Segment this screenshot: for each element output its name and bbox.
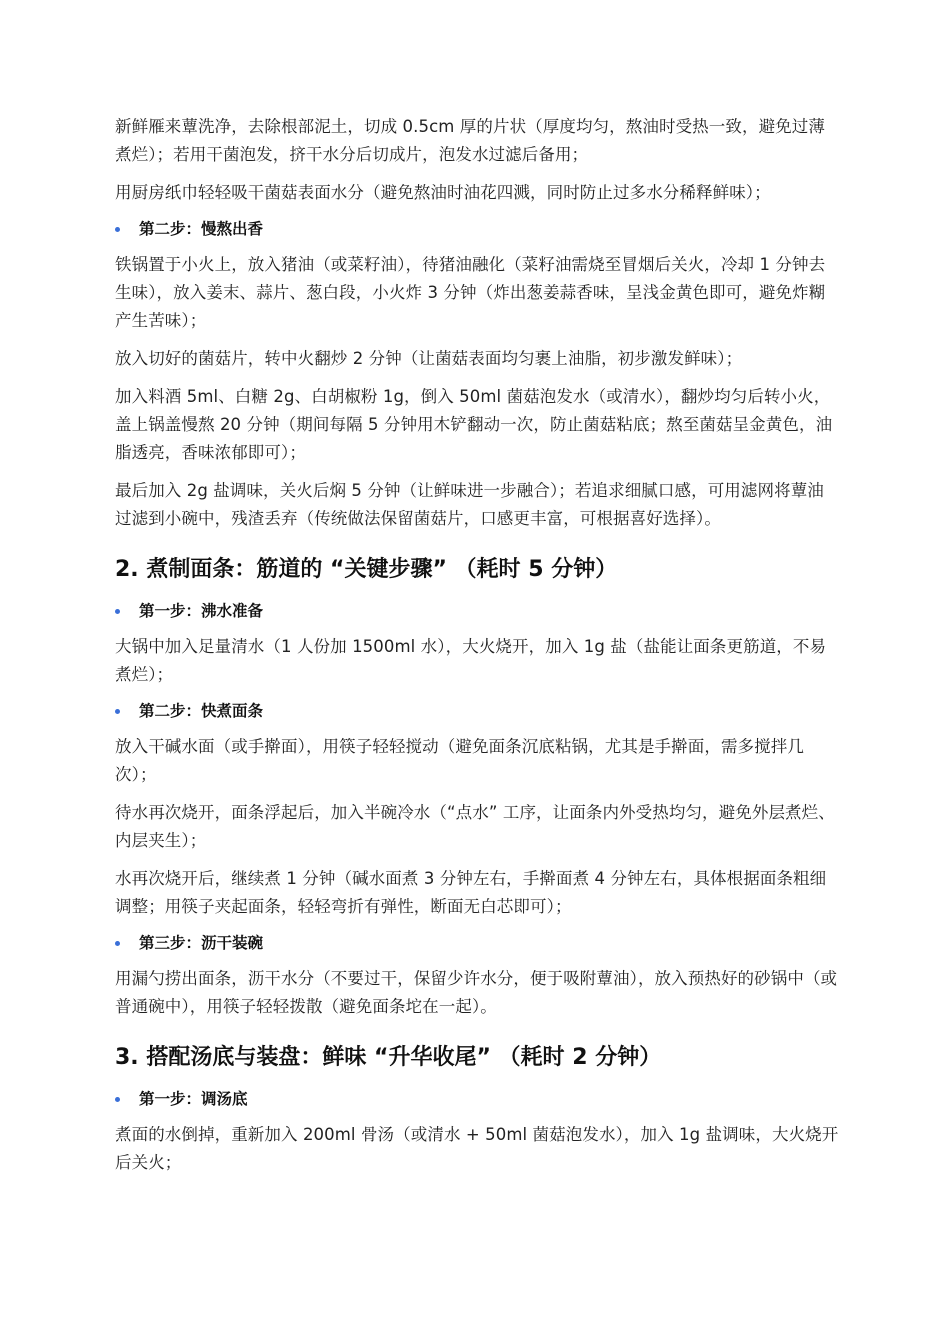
step-heading-label: 第一步：调汤底 bbox=[139, 1090, 248, 1108]
step-heading-slow-simmer bbox=[115, 217, 840, 241]
paragraph-season: 最后加入 2g 盐调味，关火后焖 5 分钟（让鲜味进一步融合）；若追求细腻口感，可用滤网将蕈油过滤到小碗中，残渣丢弃（传统做法保留菌菇片，口感更丰富，可根据喜好选择）。 bbox=[115, 481, 824, 528]
document-page bbox=[115, 113, 840, 1187]
step-heading-drain bbox=[115, 931, 840, 955]
paragraph-cook-time: 水再次烧开后，继续煮 1 分钟（碱水面煮 3 分钟左右，手擀面煮 4 分钟左右，具体根据面条粗细调整；用筷子夹起面条，轻轻弯折有弹性，断面无白芯即可）； bbox=[115, 869, 827, 916]
step-heading-label: 第二步：慢熬出香 bbox=[139, 220, 264, 238]
bullet-dot-icon bbox=[115, 609, 120, 614]
paragraph-add-noodles: 放入干碱水面（或手擀面），用筷子轻轻搅动（避免面条沉底粘锅，尤其是手擀面，需多搅拌几次）； bbox=[115, 737, 804, 784]
step-heading-label: 第二步：快煮面条 bbox=[139, 702, 264, 720]
paragraph-heat-oil: 铁锅置于小火上，放入猪油（或菜籽油），待猪油融化（菜籽油需烧至冒烟后关火，冷却 1 分钟去生味），放入姜末、蒜片、葱白段，小火炸 3 分钟（炸出葱姜蒜香味，呈浅金黄色即可，避免炸糊产生苦味）； bbox=[115, 255, 826, 330]
bullet-dot-icon bbox=[115, 227, 120, 232]
bullet-dot-icon bbox=[115, 1097, 120, 1102]
paragraph-prep-mushroom: 新鲜雁来蕈洗净，去除根部泥土，切成 0.5cm 厚的片状（厚度均匀，熬油时受热一致，避免过薄煮烂）；若用干菌泡发，挤干水分后切成片，泡发水过滤后备用； bbox=[115, 117, 825, 164]
section-heading-soup-base: 3. 搭配汤底与装盘：鲜味 “升华收尾” （耗时 2 分钟） bbox=[115, 1045, 662, 1070]
paragraph-dry-mushroom: 用厨房纸巾轻轻吸干菌菇表面水分（避免熬油时油花四溅，同时防止过多水分稀释鲜味）； bbox=[115, 183, 771, 202]
paragraph-simmer: 加入料酒 5ml、白糖 2g、白胡椒粉 1g，倒入 50ml 菌菇泡发水（或清水），翻炒均匀后转小火，盖上锅盖慢熬 20 分钟（期间每隔 5 分钟用木铲翻动一次，防止菌菇粘底；熬至菌菇呈金黄色，油脂透亮，香味浓郁即可）； bbox=[115, 387, 833, 462]
paragraph-add-cold-water: 待水再次烧开，面条浮起后，加入半碗冷水（“点水” 工序，让面条内外受热均匀，避免外层煮烂、内层夹生）； bbox=[115, 803, 835, 850]
paragraph-boil-water: 大锅中加入足量清水（1 人份加 1500ml 水），大火烧开，加入 1g 盐（盐能让面条更筋道，不易煮烂）； bbox=[115, 637, 827, 684]
section-heading-noodles: 2. 煮制面条：筋道的 “关键步骤” （耗时 5 分钟） bbox=[115, 557, 618, 582]
step-heading-label: 第一步：沸水准备 bbox=[139, 602, 264, 620]
paragraph-stir-fry: 放入切好的菌菇片，转中火翻炒 2 分钟（让菌菇表面均匀裹上油脂，初步激发鲜味）； bbox=[115, 349, 743, 368]
step-heading-soup bbox=[115, 1087, 840, 1111]
paragraph-drain: 用漏勺捞出面条，沥干水分（不要过干，保留少许水分，便于吸附蕈油），放入预热好的砂锅中（或普通碗中），用筷子轻轻拨散（避免面条坨在一起）。 bbox=[115, 969, 838, 1016]
step-heading-label: 第三步：沥干装碗 bbox=[139, 934, 264, 952]
paragraph-soup: 煮面的水倒掉，重新加入 200ml 骨汤（或清水 + 50ml 菌菇泡发水），加入 1g 盐调味，大火烧开后关火； bbox=[115, 1125, 839, 1172]
bullet-dot-icon bbox=[115, 941, 120, 946]
step-heading-quick-cook bbox=[115, 699, 840, 723]
bullet-dot-icon bbox=[115, 709, 120, 714]
step-heading-boil-water bbox=[115, 599, 840, 623]
